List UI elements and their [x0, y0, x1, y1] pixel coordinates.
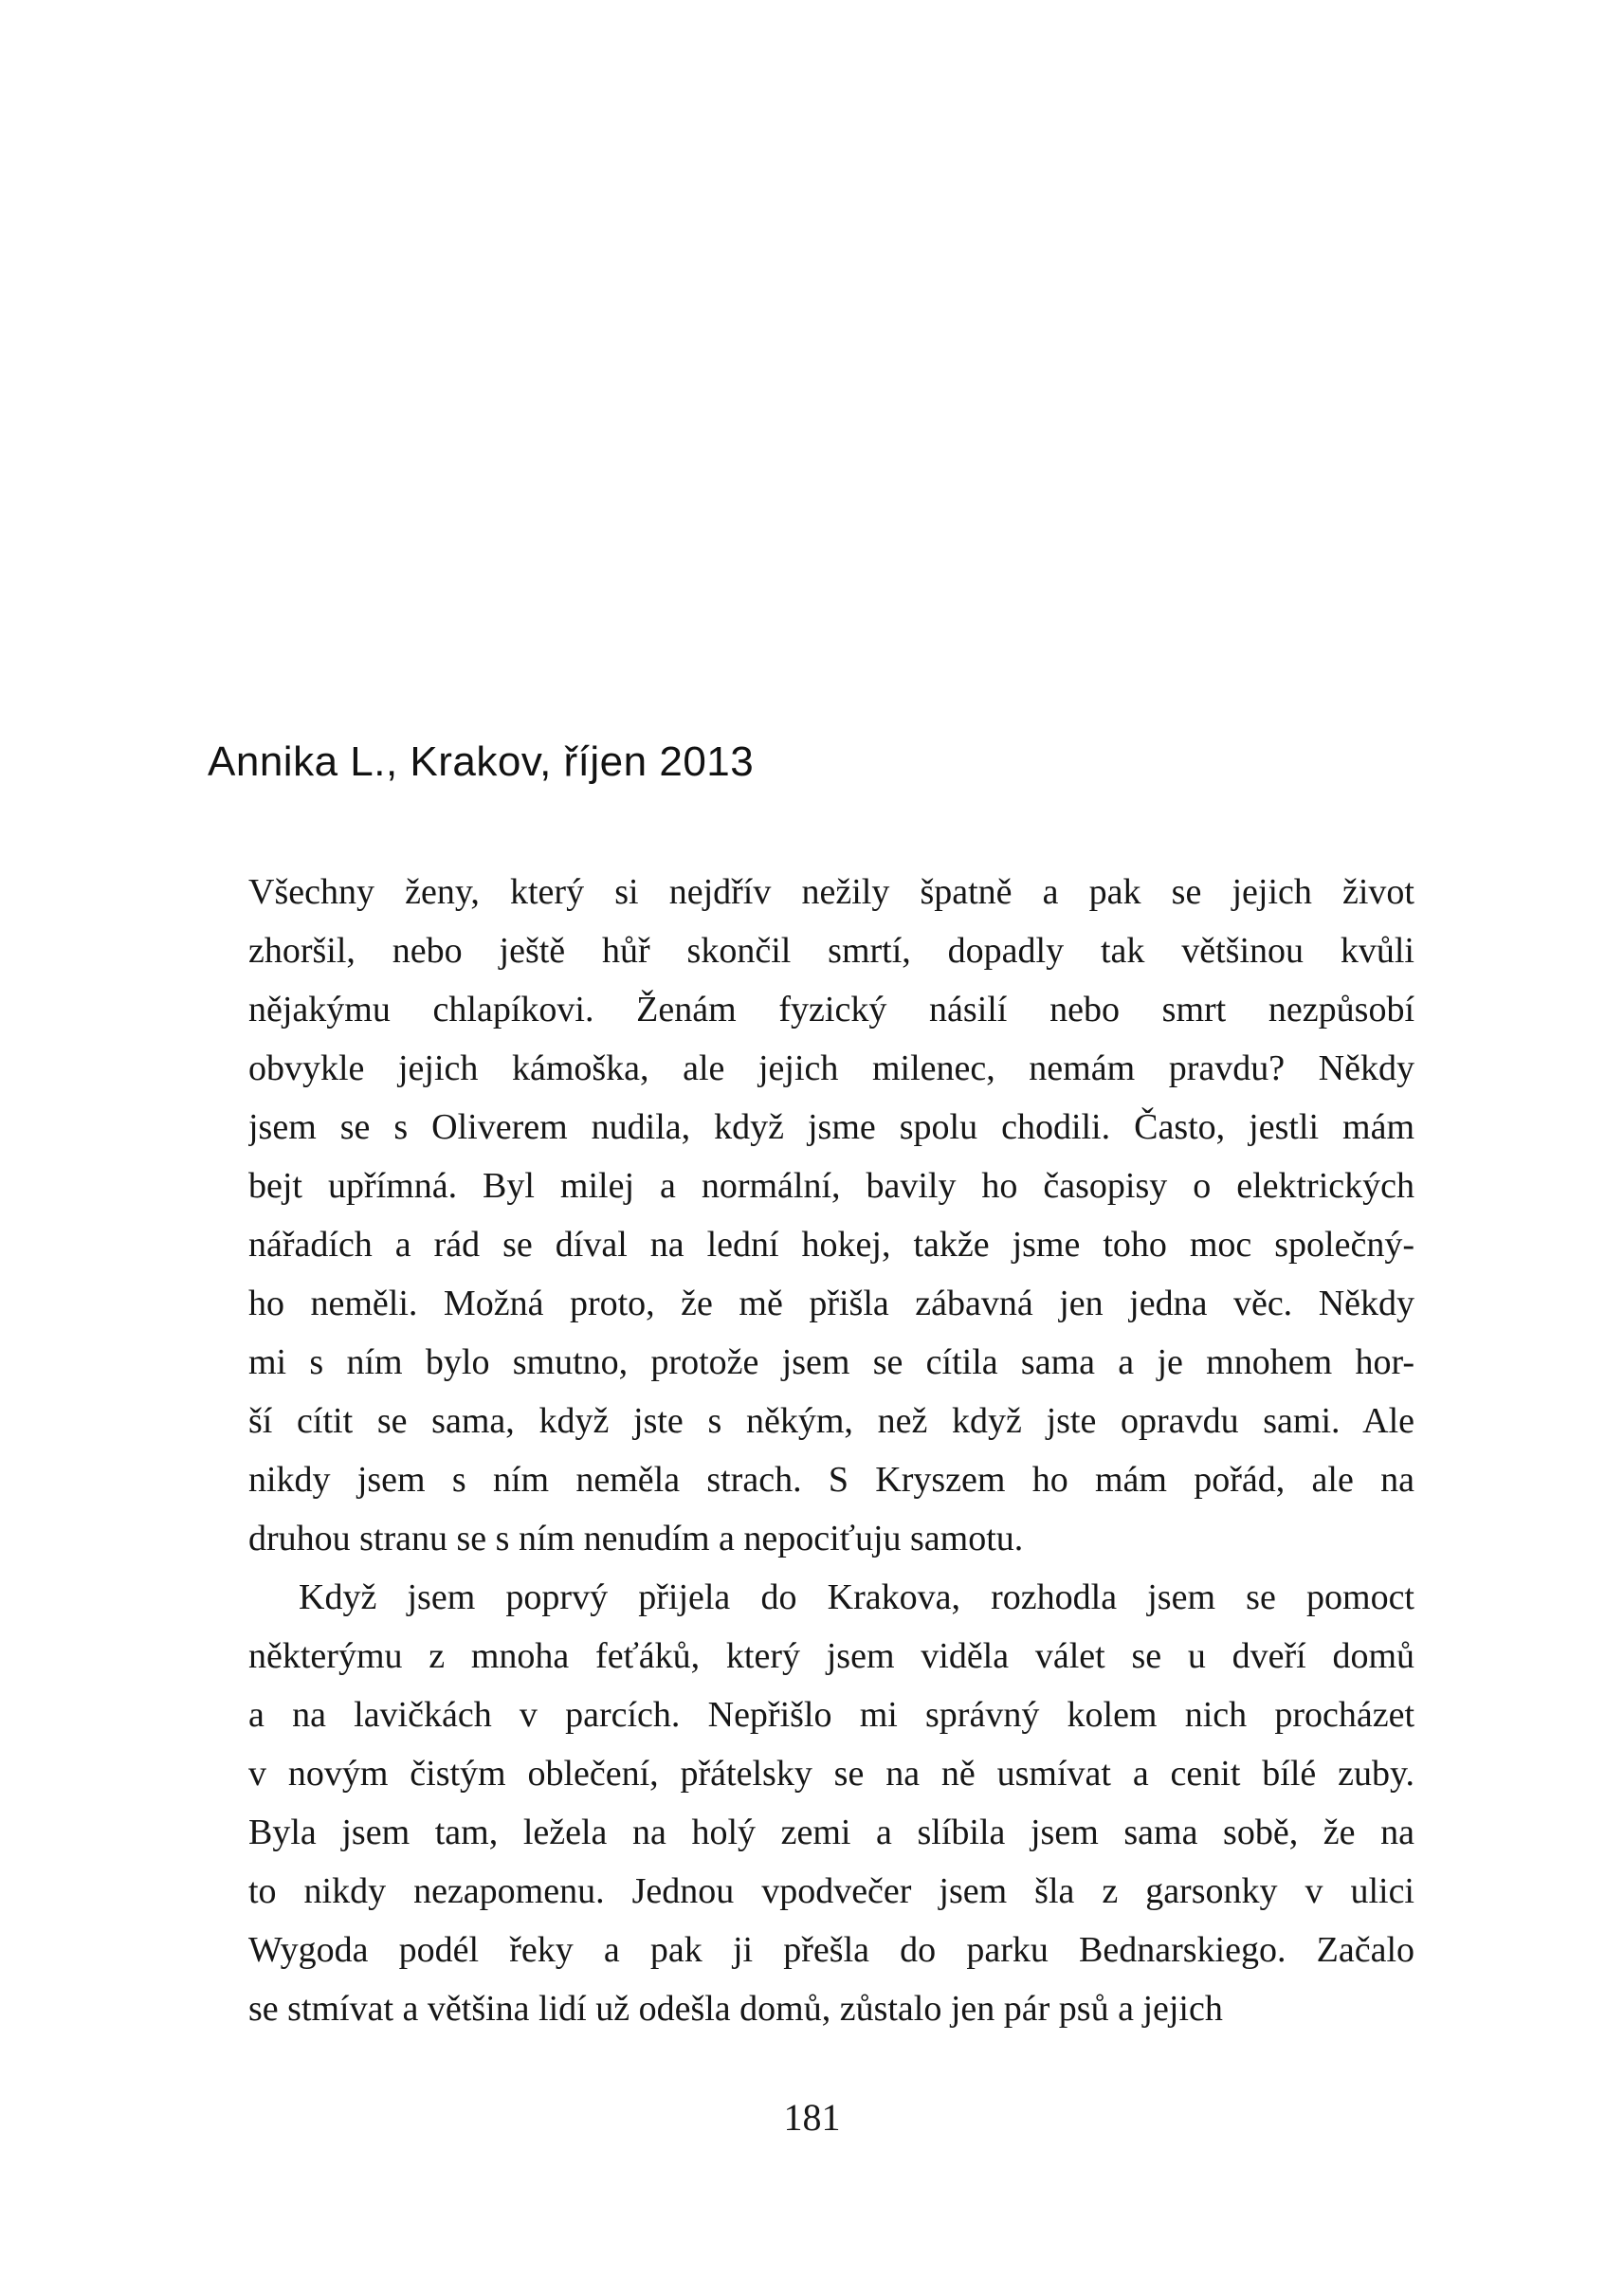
text-line: mi s ním bylo smutno, protože jsem se cítila sama a je mnohem hor-: [248, 1342, 1414, 1382]
text-line: jsem se s Oliverem nudila, když jsme spolu chodili. Často, jestli mám: [248, 1107, 1414, 1147]
text-line: některýmu z mnoha feťáků, který jsem viděla válet se u dveří domů: [248, 1636, 1414, 1676]
text-line: Všechny ženy, který si nejdřív nežily špatně a pak se jejich život: [248, 872, 1414, 912]
text-line: zhoršil, nebo ještě hůř skončil smrtí, dopadly tak většinou kvůli: [248, 931, 1414, 971]
text-line: bejt upřímná. Byl milej a normální, bavily ho časopisy o elektrických: [248, 1166, 1414, 1206]
text-line: Wygoda podél řeky a pak ji přešla do parku Bednarskiego. Začalo: [248, 1930, 1414, 1970]
text-line: to nikdy nezapomenu. Jednou vpodvečer jsem šla z garsonky v ulici: [248, 1871, 1414, 1911]
text-line: Když jsem poprvý přijela do Krakova, rozhodla jsem se pomoct: [299, 1577, 1414, 1617]
text-line: ho neměli. Možná proto, že mě přišla zábavná jen jedna věc. Někdy: [248, 1284, 1414, 1323]
text-line: v novým čistým oblečení, přátelsky se na ně usmívat a cenit bílé zuby.: [248, 1754, 1414, 1794]
text-line: nikdy jsem s ním neměla strach. S Kryszem ho mám pořád, ale na: [248, 1460, 1414, 1500]
text-line: obvykle jejich kámoška, ale jejich milenec, nemám pravdu? Někdy: [248, 1048, 1414, 1088]
text-line: nějakýmu chlapíkovi. Ženám fyzický násilí nebo smrt nezpůsobí: [248, 990, 1414, 1030]
text-line: nářadích a rád se díval na lední hokej, takže jsme toho moc společný-: [248, 1225, 1414, 1265]
text-line: se stmívat a většina lidí už odešla domů, zůstalo jen pár psů a jejich: [248, 1989, 1223, 2029]
chapter-heading: Annika L., Krakov, říjen 2013: [208, 738, 755, 785]
text-line: druhou stranu se s ním nenudím a nepociťuju samotu.: [248, 1519, 1024, 1558]
page-number: 181: [783, 2096, 841, 2139]
text-line: ší cítit se sama, když jste s někým, než když jste opravdu sami. Ale: [248, 1401, 1414, 1441]
text-line: a na lavičkách v parcích. Nepřišlo mi správný kolem nich procházet: [248, 1695, 1414, 1735]
text-block: [248, 863, 1414, 2038]
text-line: Byla jsem tam, ležela na holý zemi a slíbila jsem sama sobě, že na: [248, 1813, 1414, 1852]
